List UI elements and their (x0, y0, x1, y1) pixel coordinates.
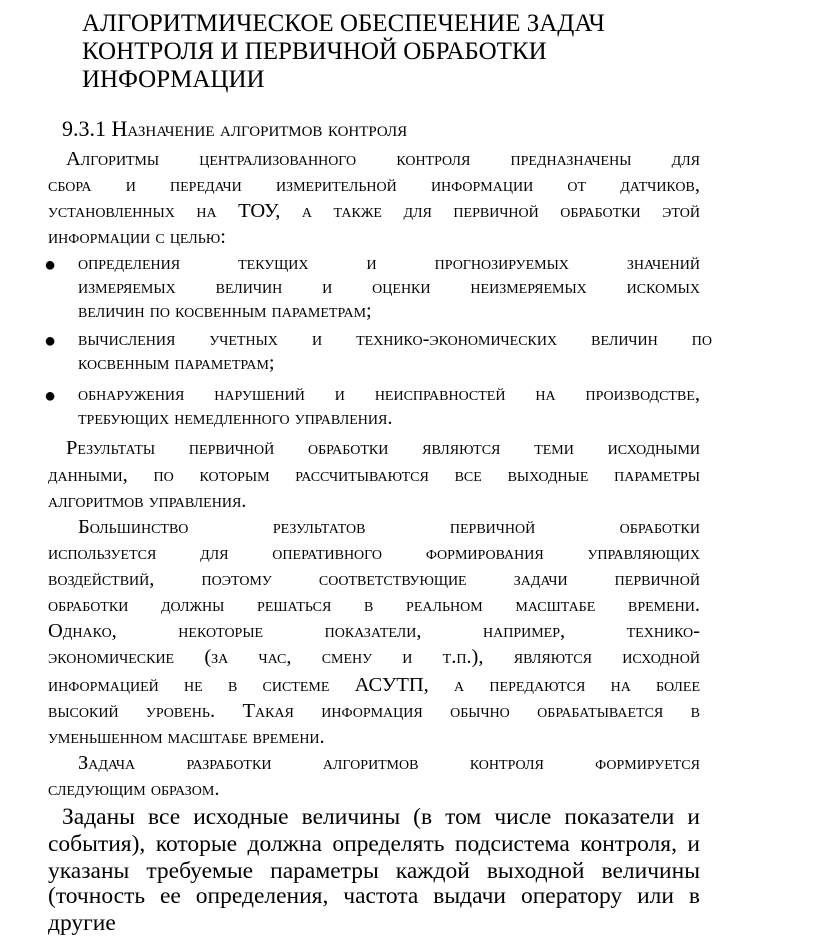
paragraph-line: Однако, некоторые показатели, например, технико- (48, 620, 700, 642)
paragraph-line: уменьшенном масштабе времени. (48, 726, 325, 748)
paragraph-line: алгоритмов управления. (48, 490, 247, 512)
list-item-line: вычисления учетных и технико-экономических величин по (78, 328, 712, 350)
paragraph-line: установленных на ТОУ, а также для первичной обработки этой (48, 200, 700, 222)
list-item-line: определения текущих и прогнозируемых значений (78, 252, 700, 274)
section-heading: 9.3.1 Назначение алгоритмов контроля (62, 116, 408, 141)
title-line: АЛГОРИТМИЧЕСКОЕ ОБЕСПЕЧЕНИЕ ЗАДАЧ (82, 10, 605, 37)
list-item-line: косвенным параметрам; (78, 352, 275, 374)
paragraph-line: данными, по которым рассчитываются все выходные параметры (48, 464, 700, 486)
bullet-icon: ● (44, 330, 57, 352)
paragraph-line: сбора и передачи измерительной информации от датчиков, (48, 174, 700, 196)
paragraph-line: обработки должны решаться в реальном масштабе времени. (48, 594, 700, 616)
paragraph-line: следующим образом. (48, 778, 220, 800)
paragraph-line: используется для оперативного формирования управляющих (48, 542, 700, 564)
bullet-icon: ● (44, 385, 57, 407)
paragraph-line: Большинство результатов первичной обработки (78, 516, 700, 538)
paragraph-line: высокий уровень. Такая информация обычно обрабатывается в (48, 700, 700, 722)
list-item-line: величин по косвенным параметрам; (78, 300, 372, 322)
paragraph-line: воздействий, поэтому соответствующие задачи первичной (48, 568, 700, 590)
list-item-line: требующих немедленного управления. (78, 407, 393, 429)
title-line: КОНТРОЛЯ И ПЕРВИЧНОЙ ОБРАБОТКИ (82, 38, 547, 65)
paragraph-line: Результаты первичной обработки являются теми исходными (66, 437, 700, 459)
paragraph-line: (точность ее определения, частота выдачи оператору или в другие (48, 883, 700, 936)
list-item-line: измеряемых величин и оценки неизмеряемых искомых (78, 276, 700, 298)
list-item-line: обнаружения нарушений и неисправностей на производстве, (78, 383, 700, 405)
paragraph-line: Заданы все исходные величины (в том числе показатели и (62, 804, 700, 830)
paragraph-line: указаны требуемые параметры каждой выходной величины (48, 858, 700, 884)
paragraph-line: Задача разработки алгоритмов контроля формируется (78, 752, 700, 774)
document-title (82, 10, 722, 94)
paragraph-line: события), которые должна определять подсистема контроля, и (48, 831, 700, 857)
paragraph-line: Алгоритмы централизованного контроля предназначены для (66, 148, 700, 170)
title-line: ИНФОРМАЦИИ (82, 66, 265, 93)
bullet-icon: ● (44, 254, 57, 276)
paragraph-line: информацией не в системе АСУТП, а передаются на более (48, 674, 700, 696)
paragraph-line: информации с целью: (48, 226, 226, 248)
paragraph-line: экономические (за час, смену и т.п.), являются исходной (48, 646, 700, 668)
